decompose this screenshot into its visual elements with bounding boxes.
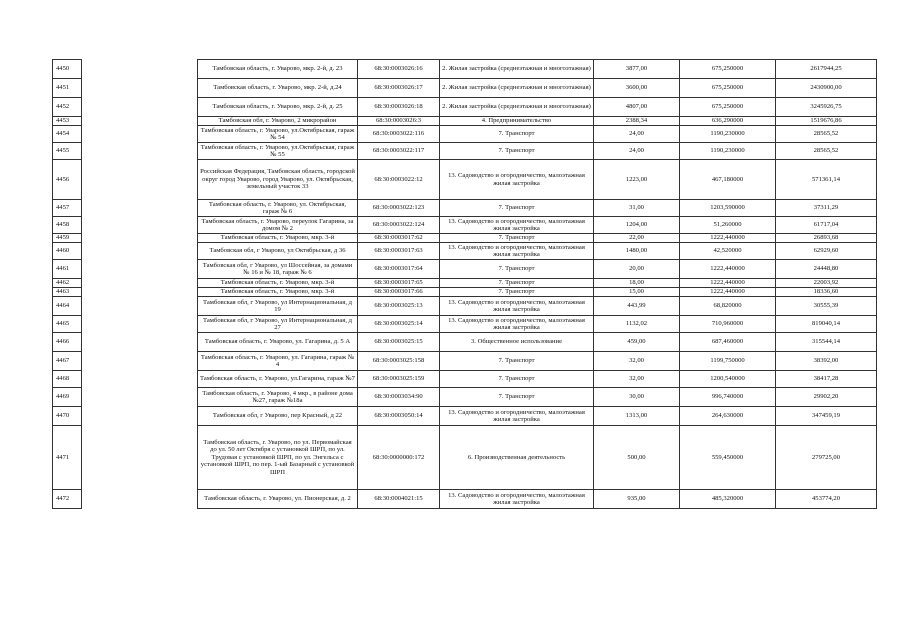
row-number-cell: 4468 <box>53 371 82 388</box>
address-cell: Тамбовская область, г. Уварово, мкр. 3-й <box>198 279 358 288</box>
cadastral-number-cell: 68:30:0003050:14 <box>358 407 440 426</box>
cadastral-number-cell: 68:30:0003025:159 <box>358 371 440 388</box>
row-number-cell: 4467 <box>53 352 82 371</box>
cadastral-number-cell: 68:30:0000000:172 <box>358 426 440 490</box>
cadastral-value-cell: 26893,68 <box>776 234 877 243</box>
table-row <box>53 316 877 333</box>
cadastral-number-cell: 68:30:0003017:63 <box>358 243 440 260</box>
spacer-cell <box>82 333 198 352</box>
address-cell: Тамбовская обл, г Уварово, ул Шоссейная, за домами № 16 и № 18, гараж № 6 <box>198 260 358 279</box>
table-body <box>53 60 877 509</box>
table-row <box>53 490 877 509</box>
cadastral-value-cell: 38417,28 <box>776 371 877 388</box>
cadastral-value-cell: 38392,00 <box>776 352 877 371</box>
land-use-cell: 7. Транспорт <box>440 279 594 288</box>
cadastral-rate-cell: 675,250000 <box>680 79 776 98</box>
address-cell: Тамбовская обл, г Уварово, ул Октябрьская, д 36 <box>198 243 358 260</box>
spacer-cell <box>82 407 198 426</box>
cadastral-value-cell: 347459,19 <box>776 407 877 426</box>
cadastral-rate-cell: 1199,750000 <box>680 352 776 371</box>
area-cell: 2388,34 <box>594 117 680 126</box>
cadastral-number-cell: 68:30:0003026:16 <box>358 60 440 79</box>
area-cell: 935,00 <box>594 490 680 509</box>
cadastral-value-cell: 2430900,00 <box>776 79 877 98</box>
spacer-cell <box>82 490 198 509</box>
address-cell: Тамбовская область, г. Уварово, ул.Гагарина, гараж №7 <box>198 371 358 388</box>
land-use-cell: 7. Транспорт <box>440 388 594 407</box>
land-use-cell: 7. Транспорт <box>440 126 594 143</box>
area-cell: 1313,00 <box>594 407 680 426</box>
land-use-cell: 13. Садоводство и огородничество, малоэтажная жилая застройка <box>440 297 594 316</box>
area-cell: 443,99 <box>594 297 680 316</box>
cadastral-value-cell: 24448,80 <box>776 260 877 279</box>
cadastral-number-cell: 68:30:0003017:66 <box>358 288 440 297</box>
area-cell: 1480,00 <box>594 243 680 260</box>
table-row <box>53 60 877 79</box>
address-cell: Тамбовская область, г. Уварово, ул. Пионерская, д. 2 <box>198 490 358 509</box>
cadastral-rate-cell: 1203,590000 <box>680 200 776 217</box>
land-use-cell: 13. Садоводство и огородничество, малоэтажная жилая застройка <box>440 490 594 509</box>
area-cell: 24,00 <box>594 126 680 143</box>
spacer-cell <box>82 279 198 288</box>
cadastral-rate-cell: 1222,440000 <box>680 234 776 243</box>
area-cell: 1223,00 <box>594 160 680 200</box>
area-cell: 3877,00 <box>594 60 680 79</box>
cadastral-number-cell: 68:30:0003026:18 <box>358 98 440 117</box>
spacer-cell <box>82 388 198 407</box>
table-row <box>53 243 877 260</box>
row-number-cell: 4450 <box>53 60 82 79</box>
row-number-cell: 4465 <box>53 316 82 333</box>
address-cell: Тамбовская область, г. Уварово, ул.Октябрьская, гараж № 55 <box>198 143 358 160</box>
land-use-cell: 7. Транспорт <box>440 234 594 243</box>
spacer-cell <box>82 79 198 98</box>
table-row <box>53 388 877 407</box>
row-number-cell: 4462 <box>53 279 82 288</box>
area-cell: 1132,02 <box>594 316 680 333</box>
cadastral-rate-cell: 710,960000 <box>680 316 776 333</box>
land-use-cell: 3. Общественное использование <box>440 333 594 352</box>
table-row <box>53 200 877 217</box>
cadastral-number-cell: 68:30:0003034:90 <box>358 388 440 407</box>
area-cell: 459,00 <box>594 333 680 352</box>
address-cell: Тамбовская область, г. Уварово, переулок Гагарина, за домом № 2 <box>198 217 358 234</box>
row-number-cell: 4469 <box>53 388 82 407</box>
land-use-cell: 7. Транспорт <box>440 371 594 388</box>
cadastral-value-cell: 18336,60 <box>776 288 877 297</box>
table-row <box>53 234 877 243</box>
area-cell: 32,00 <box>594 352 680 371</box>
cadastral-rate-cell: 675,250000 <box>680 60 776 79</box>
spacer-cell <box>82 200 198 217</box>
table-row <box>53 371 877 388</box>
cadastral-number-cell: 68:30:0003022:116 <box>358 126 440 143</box>
area-cell: 1204,00 <box>594 217 680 234</box>
land-use-cell: 2. Жилая застройка (среднеэтажная и многоэтажная) <box>440 98 594 117</box>
row-number-cell: 4453 <box>53 117 82 126</box>
land-use-cell: 7. Транспорт <box>440 143 594 160</box>
row-number-cell: 4466 <box>53 333 82 352</box>
row-number-cell: 4470 <box>53 407 82 426</box>
row-number-cell: 4454 <box>53 126 82 143</box>
cadastral-rate-cell: 559,450000 <box>680 426 776 490</box>
address-cell: Тамбовская область, г. Уварово, ул. Гагарина, д. 5 А <box>198 333 358 352</box>
cadastral-number-cell: 68:30:0003026:3 <box>358 117 440 126</box>
area-cell: 30,00 <box>594 388 680 407</box>
cadastral-value-cell: 61717,04 <box>776 217 877 234</box>
address-cell: Тамбовская область, г. Уварово, 4 мкр., в районе дома №27, гараж №18а <box>198 388 358 407</box>
address-cell: Тамбовская область, г. Уварово, ул. Гагарина, гараж № 4 <box>198 352 358 371</box>
area-cell: 500,00 <box>594 426 680 490</box>
area-cell: 20,00 <box>594 260 680 279</box>
row-number-cell: 4471 <box>53 426 82 490</box>
cadastral-rate-cell: 68,820000 <box>680 297 776 316</box>
spacer-cell <box>82 316 198 333</box>
spacer-cell <box>82 117 198 126</box>
row-number-cell: 4461 <box>53 260 82 279</box>
spacer-cell <box>82 426 198 490</box>
cadastral-rate-cell: 636,290000 <box>680 117 776 126</box>
address-cell: Тамбовская область, г. Уварово, мкр. 3-й <box>198 234 358 243</box>
table-row <box>53 143 877 160</box>
area-cell: 32,00 <box>594 371 680 388</box>
address-cell: Тамбовская область, г. Уварово, ул.Октябрьская, гараж № 54 <box>198 126 358 143</box>
cadastral-rate-cell: 996,740000 <box>680 388 776 407</box>
row-number-cell: 4459 <box>53 234 82 243</box>
table-row <box>53 126 877 143</box>
cadastral-number-cell: 68:30:0003022:123 <box>358 200 440 217</box>
table-row <box>53 426 877 490</box>
cadastral-rate-cell: 1200,540000 <box>680 371 776 388</box>
cadastral-rate-cell: 1222,440000 <box>680 260 776 279</box>
address-cell: Тамбовская обл, г. Уварово, 2 микрорайон <box>198 117 358 126</box>
table-row <box>53 260 877 279</box>
cadastral-value-cell: 28565,52 <box>776 143 877 160</box>
cadastral-value-cell: 22003,92 <box>776 279 877 288</box>
spacer-cell <box>82 297 198 316</box>
area-cell: 31,00 <box>594 200 680 217</box>
land-use-cell: 7. Транспорт <box>440 260 594 279</box>
table-row <box>53 117 877 126</box>
cadastral-number-cell: 68:30:0003025:14 <box>358 316 440 333</box>
cadastral-number-cell: 68:30:0004021:15 <box>358 490 440 509</box>
table-row <box>53 98 877 117</box>
row-number-cell: 4464 <box>53 297 82 316</box>
cadastral-number-cell: 68:30:0003025:158 <box>358 352 440 371</box>
cadastral-value-cell: 28565,52 <box>776 126 877 143</box>
cadastral-rate-cell: 485,320000 <box>680 490 776 509</box>
address-cell: Тамбовская обл, г Уварово, ул Интернациональная, д 27 <box>198 316 358 333</box>
spacer-cell <box>82 217 198 234</box>
address-cell: Тамбовская область, г. Уварово, мкр. 3-й <box>198 288 358 297</box>
cadastral-value-cell: 3245926,75 <box>776 98 877 117</box>
land-use-cell: 6. Производственная деятельность <box>440 426 594 490</box>
land-use-cell: 4. Предпринимательство <box>440 117 594 126</box>
cadastral-value-cell: 62929,60 <box>776 243 877 260</box>
cadastral-number-cell: 68:30:0003025:13 <box>358 297 440 316</box>
address-cell: Тамбовская область, г. Уварово, мкр. 2-й, д. 25 <box>198 98 358 117</box>
cadastral-value-cell: 30555,39 <box>776 297 877 316</box>
cadastral-rate-cell: 51,260000 <box>680 217 776 234</box>
address-cell: Тамбовская область, г. Уварово, по ул. Первомайская до ул. 50 лет Октября с установкой ШРП, по ул. Трудовая с установкой ШРП, по ул. Энгельса с установкой ШРП, по пер. 1-ый Базарный с установкой ШРП <box>198 426 358 490</box>
table-row <box>53 217 877 234</box>
cadastral-value-cell: 1519676,86 <box>776 117 877 126</box>
row-number-cell: 4456 <box>53 160 82 200</box>
cadastral-value-cell: 37311,29 <box>776 200 877 217</box>
spacer-cell <box>82 160 198 200</box>
spacer-cell <box>82 371 198 388</box>
table-row <box>53 333 877 352</box>
table-row <box>53 79 877 98</box>
cadastral-number-cell: 68:30:0003022:124 <box>358 217 440 234</box>
cadastral-value-cell: 29902,20 <box>776 388 877 407</box>
table-row <box>53 407 877 426</box>
area-cell: 4807,00 <box>594 98 680 117</box>
spacer-cell <box>82 143 198 160</box>
spacer-cell <box>82 234 198 243</box>
spacer-cell <box>82 60 198 79</box>
area-cell: 24,00 <box>594 143 680 160</box>
cadastral-number-cell: 68:30:0003025:15 <box>358 333 440 352</box>
land-use-cell: 13. Садоводство и огородничество, малоэтажная жилая застройка <box>440 407 594 426</box>
cadastral-number-cell: 68:30:0003022:12 <box>358 160 440 200</box>
land-use-cell: 2. Жилая застройка (среднеэтажная и многоэтажная) <box>440 60 594 79</box>
row-number-cell: 4458 <box>53 217 82 234</box>
land-use-cell: 13. Садоводство и огородничество, малоэтажная жилая застройка <box>440 243 594 260</box>
cadastral-rate-cell: 264,630000 <box>680 407 776 426</box>
table-row <box>53 288 877 297</box>
area-cell: 22,00 <box>594 234 680 243</box>
address-cell: Российская Федерация, Тамбовская область, городской округ город Уварово, город Уварово, ул. Октябрьская, земельный участок 33 <box>198 160 358 200</box>
address-cell: Тамбовская обл, г Уварово, пер Красный, д 22 <box>198 407 358 426</box>
area-cell: 18,00 <box>594 279 680 288</box>
cadastral-value-cell: 2617944,25 <box>776 60 877 79</box>
table-row <box>53 160 877 200</box>
land-use-cell: 13. Садоводство и огородничество, малоэтажная жилая застройка <box>440 160 594 200</box>
row-number-cell: 4452 <box>53 98 82 117</box>
row-number-cell: 4460 <box>53 243 82 260</box>
cadastral-value-cell: 819040,14 <box>776 316 877 333</box>
cadastral-rate-cell: 467,180000 <box>680 160 776 200</box>
table-row <box>53 297 877 316</box>
cadastral-rate-cell: 1190,230000 <box>680 143 776 160</box>
cadastral-rate-cell: 42,520000 <box>680 243 776 260</box>
address-cell: Тамбовская область, г. Уварово, мкр. 2-й, д.24 <box>198 79 358 98</box>
land-use-cell: 13. Садоводство и огородничество, малоэтажная жилая застройка <box>440 217 594 234</box>
cadastral-rate-cell: 1190,230000 <box>680 126 776 143</box>
row-number-cell: 4463 <box>53 288 82 297</box>
land-registry-table <box>52 59 877 509</box>
cadastral-number-cell: 68:30:0003017:65 <box>358 279 440 288</box>
cadastral-number-cell: 68:30:0003017:62 <box>358 234 440 243</box>
spacer-cell <box>82 288 198 297</box>
cadastral-value-cell: 453774,20 <box>776 490 877 509</box>
area-cell: 3600,00 <box>594 79 680 98</box>
spacer-cell <box>82 352 198 371</box>
row-number-cell: 4451 <box>53 79 82 98</box>
cadastral-value-cell: 571361,14 <box>776 160 877 200</box>
row-number-cell: 4472 <box>53 490 82 509</box>
address-cell: Тамбовская область, г. Уварово, мкр. 2-й, д. 23 <box>198 60 358 79</box>
spacer-cell <box>82 260 198 279</box>
cadastral-rate-cell: 1222,440000 <box>680 279 776 288</box>
spacer-cell <box>82 243 198 260</box>
cadastral-number-cell: 68:30:0003022:117 <box>358 143 440 160</box>
address-cell: Тамбовская обл, г Уварово, ул Интернациональная, д 19 <box>198 297 358 316</box>
row-number-cell: 4457 <box>53 200 82 217</box>
spacer-cell <box>82 126 198 143</box>
cadastral-number-cell: 68:30:0003017:64 <box>358 260 440 279</box>
land-use-cell: 7. Транспорт <box>440 200 594 217</box>
cadastral-number-cell: 68:30:0003026:17 <box>358 79 440 98</box>
cadastral-value-cell: 279725,00 <box>776 426 877 490</box>
land-use-cell: 7. Транспорт <box>440 288 594 297</box>
land-use-cell: 13. Садоводство и огородничество, малоэтажная жилая застройка <box>440 316 594 333</box>
cadastral-rate-cell: 687,460000 <box>680 333 776 352</box>
land-use-cell: 7. Транспорт <box>440 352 594 371</box>
cadastral-rate-cell: 675,250000 <box>680 98 776 117</box>
table-row <box>53 279 877 288</box>
address-cell: Тамбовская область, г. Уварово, ул. Октябрьская, гараж № 6 <box>198 200 358 217</box>
cadastral-rate-cell: 1222,440000 <box>680 288 776 297</box>
area-cell: 15,00 <box>594 288 680 297</box>
spacer-cell <box>82 98 198 117</box>
row-number-cell: 4455 <box>53 143 82 160</box>
table-row <box>53 352 877 371</box>
cadastral-value-cell: 315544,14 <box>776 333 877 352</box>
land-use-cell: 2. Жилая застройка (среднеэтажная и многоэтажная) <box>440 79 594 98</box>
